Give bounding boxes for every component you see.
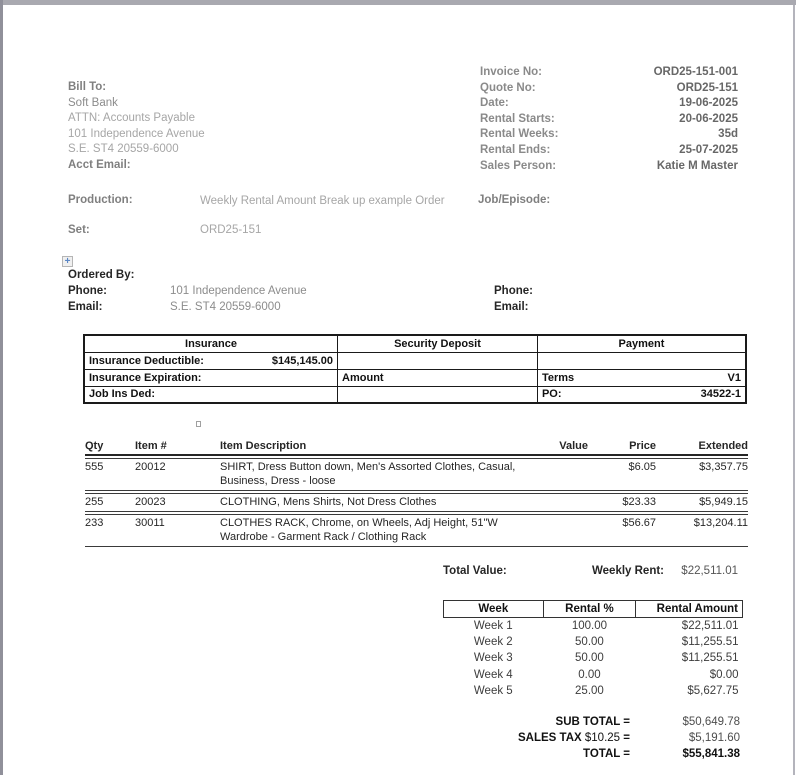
week-name: Week 3 bbox=[473, 652, 513, 665]
email-label: Email: bbox=[68, 300, 103, 313]
items-table bbox=[85, 438, 748, 549]
phone-label: Phone: bbox=[68, 284, 107, 297]
item-number: 20023 bbox=[135, 493, 220, 512]
ordered-by-section bbox=[68, 268, 668, 315]
rental-percent: 0.00 bbox=[578, 668, 601, 681]
rental-amount: $11,255.51 bbox=[681, 652, 739, 665]
rental-amount: $0.00 bbox=[709, 668, 739, 681]
week-row bbox=[444, 618, 743, 634]
terms-label: Terms bbox=[541, 371, 575, 384]
week-name: Week 2 bbox=[473, 635, 513, 648]
item-row bbox=[85, 493, 748, 512]
item-number-header: Item # bbox=[135, 440, 220, 456]
meta-value: 20-06-2025 bbox=[679, 112, 738, 125]
price-header: Price bbox=[588, 440, 656, 456]
meta-label: Quote No: bbox=[480, 81, 536, 94]
meta-row-date bbox=[480, 96, 738, 112]
sales-tax-equals: = bbox=[623, 731, 630, 744]
email-value: S.E. ST4 20559-6000 bbox=[170, 300, 281, 313]
sales-tax-row bbox=[440, 731, 740, 747]
total-value-label: Total Value: bbox=[443, 565, 507, 577]
item-description: CLOTHES RACK, Chrome, on Wheels, Adj Height, 51"W Wardrobe - Garment Rack / Clothing Rack bbox=[220, 514, 528, 547]
job-ins-empty-cell bbox=[338, 386, 538, 403]
sub-total-label: SUB TOTAL = bbox=[555, 716, 630, 728]
bill-to-label: Bill To: bbox=[68, 81, 107, 93]
insurance-deductible-row bbox=[84, 352, 746, 369]
job-episode-label: Job/Episode: bbox=[478, 194, 551, 206]
terms-value: V1 bbox=[727, 371, 741, 384]
insurance-deductible-label: Insurance Deductible: bbox=[89, 354, 204, 367]
po-value: 34522-1 bbox=[700, 388, 741, 401]
po-cell bbox=[537, 386, 746, 403]
item-extended: $3,357.75 bbox=[656, 458, 748, 491]
security-deposit-empty-cell bbox=[338, 352, 538, 369]
amount-cell: Amount bbox=[338, 369, 538, 386]
item-price: $56.67 bbox=[588, 514, 656, 547]
item-description: CLOTHING, Mens Shirts, Not Dress Clothes bbox=[220, 493, 528, 512]
meta-value: 25-07-2025 bbox=[679, 143, 738, 156]
week-row bbox=[444, 634, 743, 650]
meta-value: 35d bbox=[718, 128, 738, 141]
meta-row-invoice-no bbox=[480, 65, 738, 81]
meta-value: ORD25-151 bbox=[676, 81, 738, 94]
total-row bbox=[440, 747, 740, 763]
rental-percent-header: Rental % bbox=[543, 601, 636, 618]
total-value: $55,841.38 bbox=[682, 747, 740, 760]
sales-tax-rate: $10.25 bbox=[584, 731, 621, 744]
rental-percent: 100.00 bbox=[571, 619, 608, 632]
insurance-deductible-value: $145,145.00 bbox=[271, 354, 334, 367]
bill-to-section bbox=[68, 80, 368, 173]
insurance-header: Insurance bbox=[84, 335, 338, 352]
item-extended: $13,204.11 bbox=[656, 514, 748, 547]
meta-row-sales-person bbox=[480, 159, 738, 175]
set-label: Set: bbox=[68, 224, 90, 236]
week-name: Week 4 bbox=[473, 668, 513, 681]
meta-row-rental-starts bbox=[480, 112, 738, 128]
terms-cell bbox=[537, 369, 746, 386]
week-row bbox=[444, 650, 743, 666]
item-extended: $5,949.15 bbox=[656, 493, 748, 512]
meta-label: Rental Ends: bbox=[480, 143, 551, 156]
item-price: $6.05 bbox=[588, 458, 656, 491]
phone-value: 101 Independence Avenue bbox=[170, 284, 307, 297]
production-value: Weekly Rental Amount Break up example Order bbox=[200, 195, 445, 207]
insurance-expiration-cell: Insurance Expiration: bbox=[84, 369, 338, 386]
week-row bbox=[444, 666, 743, 682]
item-description: SHIRT, Dress Button down, Men's Assorted Clothes, Casual, Business, Dress - loose bbox=[220, 458, 528, 491]
item-description-header: Item Description bbox=[220, 440, 528, 456]
meta-label: Invoice No: bbox=[480, 66, 542, 78]
acct-email-label: Acct Email: bbox=[68, 158, 131, 171]
job-ins-cell: Job Ins Ded: bbox=[84, 386, 338, 403]
weekly-rent-value: $22,511.01 bbox=[681, 565, 738, 577]
rental-percent: 50.00 bbox=[575, 652, 604, 665]
weekly-rental-table bbox=[443, 600, 743, 699]
sales-tax-text: SALES TAX bbox=[518, 731, 582, 744]
po-label: PO: bbox=[541, 388, 562, 401]
week-name: Week 1 bbox=[473, 619, 513, 632]
page-left-edge bbox=[0, 0, 3, 775]
meta-label: Sales Person: bbox=[480, 159, 557, 172]
bill-to-attn: ATTN: Accounts Payable bbox=[68, 112, 195, 124]
item-number: 20012 bbox=[135, 458, 220, 491]
square-formatting-mark-icon bbox=[196, 421, 201, 427]
item-value bbox=[528, 493, 588, 512]
item-row bbox=[85, 458, 748, 491]
item-qty: 555 bbox=[85, 458, 135, 491]
phone-label-right: Phone: bbox=[494, 284, 533, 297]
total-label: TOTAL = bbox=[583, 747, 630, 760]
page-top-edge bbox=[0, 0, 796, 5]
table-move-handle-icon[interactable]: + bbox=[62, 256, 73, 267]
page-right-edge bbox=[793, 5, 795, 775]
meta-row-rental-weeks bbox=[480, 127, 738, 143]
item-number: 30011 bbox=[135, 514, 220, 547]
week-header: Week bbox=[444, 601, 544, 618]
week-name: Week 5 bbox=[473, 684, 513, 697]
bill-to-company: Soft Bank bbox=[68, 96, 118, 109]
extended-header: Extended bbox=[656, 440, 748, 456]
rental-amount: $5,627.75 bbox=[687, 684, 739, 697]
item-row bbox=[85, 514, 748, 547]
meta-row-rental-ends bbox=[480, 143, 738, 159]
meta-row-quote-no bbox=[480, 81, 738, 97]
email-label-right: Email: bbox=[494, 300, 529, 313]
rental-amount: $22,511.01 bbox=[681, 619, 739, 632]
rental-percent: 25.00 bbox=[575, 684, 604, 697]
item-value bbox=[528, 458, 588, 491]
week-row bbox=[444, 683, 743, 699]
ordered-by-label: Ordered By: bbox=[68, 269, 135, 281]
payment-header: Payment bbox=[537, 335, 746, 352]
week-header-row bbox=[444, 601, 743, 618]
set-value: ORD25-151 bbox=[200, 224, 262, 236]
meta-value: ORD25-151-001 bbox=[653, 66, 738, 78]
items-header-row bbox=[85, 440, 748, 456]
qty-header: Qty bbox=[85, 440, 135, 456]
meta-value: 19-06-2025 bbox=[679, 97, 738, 110]
summary-totals-section bbox=[440, 715, 740, 762]
rental-amount: $11,255.51 bbox=[681, 635, 739, 648]
invoice-meta-section bbox=[480, 65, 738, 174]
meta-value: Katie M Master bbox=[656, 159, 738, 172]
payment-empty-cell bbox=[537, 352, 746, 369]
value-header: Value bbox=[528, 440, 588, 456]
security-deposit-header: Security Deposit bbox=[338, 335, 538, 352]
sub-total-row bbox=[440, 715, 740, 731]
job-ins-row bbox=[84, 386, 746, 403]
meta-label: Date: bbox=[480, 97, 509, 110]
production-label: Production: bbox=[68, 194, 133, 206]
insurance-payment-table bbox=[83, 334, 747, 404]
item-price: $23.33 bbox=[588, 493, 656, 512]
bill-to-address2: S.E. ST4 20559-6000 bbox=[68, 143, 179, 155]
sub-total-value: $50,649.78 bbox=[682, 716, 740, 728]
meta-label: Rental Weeks: bbox=[480, 128, 559, 141]
item-value bbox=[528, 514, 588, 547]
item-qty: 255 bbox=[85, 493, 135, 512]
rental-amount-header: Rental Amount bbox=[636, 601, 743, 618]
sales-tax-label bbox=[440, 731, 644, 747]
insurance-header-row bbox=[84, 335, 746, 352]
insurance-deductible-cell bbox=[84, 352, 338, 369]
sales-tax-value: $5,191.60 bbox=[688, 731, 740, 744]
item-qty: 233 bbox=[85, 514, 135, 547]
meta-label: Rental Starts: bbox=[480, 112, 555, 125]
weekly-rent-label: Weekly Rent: bbox=[592, 565, 665, 577]
rental-percent: 50.00 bbox=[575, 635, 604, 648]
insurance-expiration-row bbox=[84, 369, 746, 386]
bill-to-address1: 101 Independence Avenue bbox=[68, 127, 205, 140]
